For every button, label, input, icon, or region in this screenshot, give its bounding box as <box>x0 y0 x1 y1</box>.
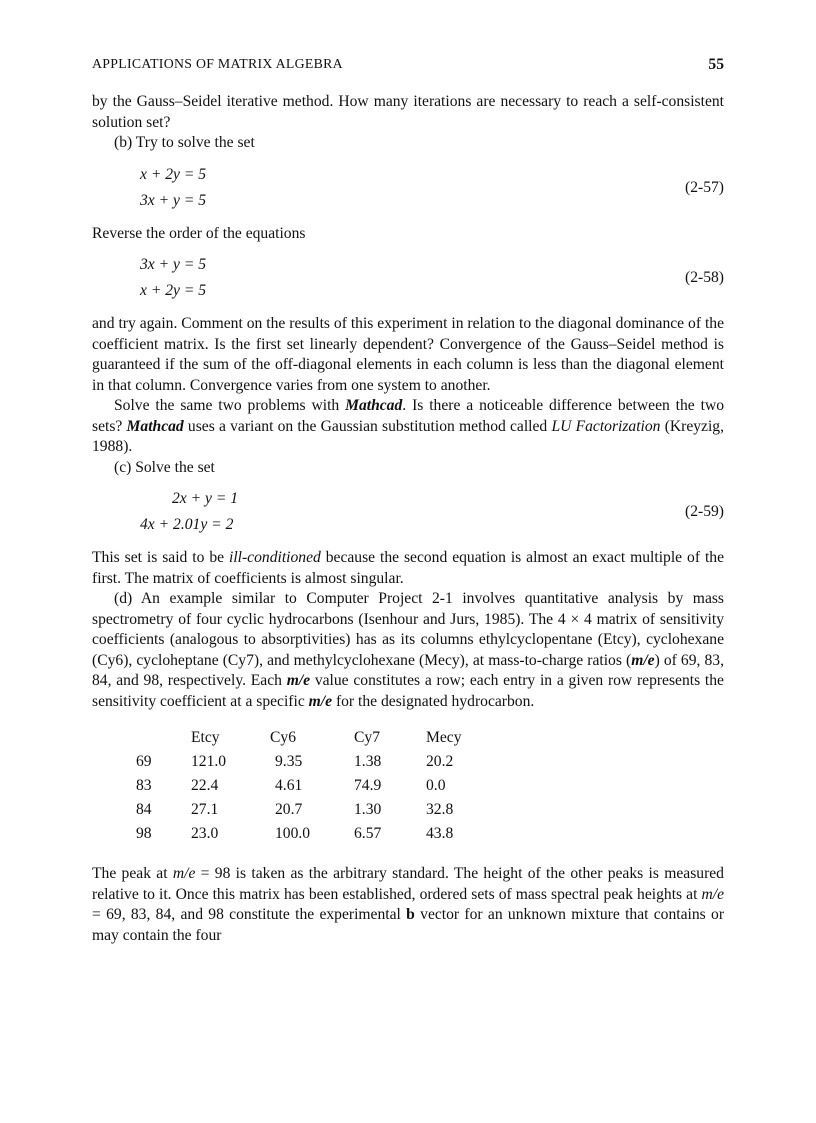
ill-conditioned-term: ill-conditioned <box>228 549 321 566</box>
table-cell: 1.38 <box>354 753 382 770</box>
running-head: APPLICATIONS OF MATRIX ALGEBRA <box>92 56 343 71</box>
table-cell: 6.57 <box>354 825 382 842</box>
paragraph-convergence: and try again. Comment on the results of this experiment in relation to the diagonal dominance of the coefficient matrix. Is the first set linearly dependent? Convergence of the Gauss–Seidel method is guaranteed if the sum of the off-diagonal elements in each column is less than the diagonal element in that column. Convergence varies from one system to another. <box>92 315 724 394</box>
equation-line: 3x + y = 5 <box>140 191 207 209</box>
page-header <box>92 56 724 76</box>
table-corner <box>136 726 191 750</box>
equation-number: (2-58) <box>685 269 724 286</box>
table-row <box>136 774 496 798</box>
me-term: m/e <box>701 885 724 903</box>
table-cell: 43.8 <box>426 825 454 842</box>
row-label: 84 <box>136 801 152 818</box>
equation-number: (2-59) <box>685 503 724 520</box>
equation-line: 3x + y = 5 <box>140 256 207 273</box>
column-header: Etcy <box>191 729 220 746</box>
paragraph-part-d <box>92 589 724 712</box>
table-row <box>136 750 496 774</box>
text-run: value constitutes a row; each entry in a given row represents the sensitivity coefficient at a specific <box>92 672 724 710</box>
column-header: Cy7 <box>354 729 380 746</box>
text-run: This set is said to be <box>92 549 229 566</box>
equation-line: x + 2y = 5 <box>140 282 207 299</box>
text-run: for the designated hydrocarbon. <box>332 692 535 710</box>
table-cell: 0.0 <box>426 777 446 794</box>
me-term: m/e <box>631 651 655 669</box>
table-cell: 32.8 <box>426 801 454 818</box>
paragraph-mathcad <box>92 396 724 458</box>
table-cell: 23.0 <box>191 825 219 842</box>
b-vector-term: b <box>406 906 415 923</box>
text-run: Solve the same two problems with <box>114 397 346 414</box>
equation-number: (2-57) <box>685 178 724 196</box>
table-cell: 100.0 <box>275 825 311 842</box>
equation-2-57 <box>92 162 724 214</box>
equation-2-59 <box>92 486 724 538</box>
paragraph-peak-standard <box>92 864 724 946</box>
book-page <box>92 56 724 946</box>
equation-line: 2x + y = 1 <box>172 490 239 507</box>
text-run: The peak at <box>92 865 173 882</box>
lu-term: LU Factorization <box>551 417 661 435</box>
reverse-order-text: Reverse the order of the equations <box>92 224 306 242</box>
me-term: m/e <box>308 692 333 710</box>
text-run: = 98 is taken as the arbitrary standard. The height of the other peaks is measured relative to it. Once this matrix has been established, ordered sets of mass spectral peak heights at <box>92 865 724 903</box>
paragraph-gauss-seidel: by the Gauss–Seidel iterative method. How many iterations are necessary to reach a self-consistent solution set? <box>92 93 724 131</box>
column-header: Mecy <box>426 729 462 746</box>
table-cell: 20.2 <box>426 753 454 770</box>
table-cell: 74.9 <box>354 777 382 794</box>
page-number: 55 <box>708 56 724 73</box>
row-label: 69 <box>136 753 152 770</box>
row-label: 83 <box>136 777 152 794</box>
text-run: . Is there a noticeable difference between the two sets? <box>92 397 724 435</box>
sensitivity-table-block <box>136 726 724 846</box>
table-row <box>136 798 496 822</box>
me-term: m/e <box>172 865 196 882</box>
table-cell: 22.4 <box>191 777 219 794</box>
column-header: Cy6 <box>270 729 296 746</box>
table-cell: 1.30 <box>354 801 382 818</box>
table-cell: 9.35 <box>275 753 303 770</box>
table-cell: 27.1 <box>191 801 219 818</box>
text-run: (Kreyzig, 1988). <box>92 417 725 455</box>
row-label: 98 <box>136 825 152 842</box>
table-row <box>136 822 496 846</box>
equation-line: x + 2y = 5 <box>140 165 207 183</box>
sensitivity-coefficient-table <box>136 726 496 846</box>
mathcad-term: Mathcad <box>345 397 403 414</box>
text-run: ) of 69, 83, 84, and 98, respectively. Each <box>92 651 724 689</box>
paragraph-ill-conditioned <box>92 548 724 589</box>
table-header-row <box>136 726 496 750</box>
table-cell: 4.61 <box>275 777 303 794</box>
table-cell: 20.7 <box>275 801 303 818</box>
table-cell: 121.0 <box>191 753 227 770</box>
equation-2-58 <box>92 252 724 304</box>
equation-line: 4x + 2.01y = 2 <box>140 516 234 533</box>
me-term: m/e <box>286 672 311 689</box>
mathcad-term: Mathcad <box>126 417 184 435</box>
part-c-intro: (c) Solve the set <box>114 458 215 476</box>
text-run: uses a variant on the Gaussian substitution method called <box>183 417 552 435</box>
text-run: (d) An example similar to Computer Project 2-1 involves quantitative analysis by mass spectrometry of four cyclic hydrocarbons (Isenhour and Jurs, 1985). The 4 × 4 matrix of sensitivity coefficients (analogous to absorptivities) has as its columns ethylcyclopentane (Etcy), cyclohexane (Cy6), cycloheptane (Cy7), and methylcyclohexane (Mecy), at mass-to-charge ratios ( <box>92 590 724 669</box>
text-run: because the second equation is almost an exact multiple of the first. The matrix of coefficients is almost singular. <box>92 549 724 587</box>
text-run: = 69, 83, 84, and 98 constitute the experimental <box>92 906 407 923</box>
part-b-intro: (b) Try to solve the set <box>114 134 255 151</box>
text-run: vector for an unknown mixture that contains or may contain the four <box>92 906 725 944</box>
